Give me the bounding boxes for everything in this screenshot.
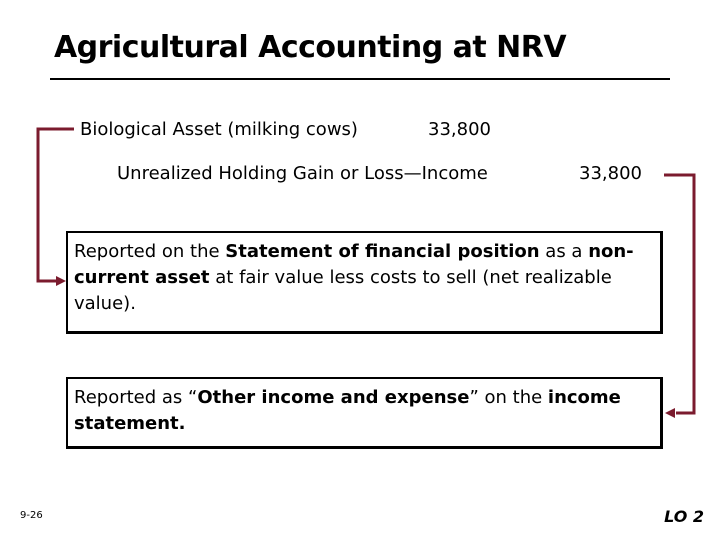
page-number: 9-26 (20, 510, 43, 521)
debit-amount: 33,800 (428, 119, 491, 140)
debit-account: Biological Asset (milking cows) (80, 119, 358, 140)
slide-title: Agricultural Accounting at NRV (53, 30, 567, 65)
box1-text-1: Reported on the (74, 241, 226, 262)
credit-account: Unrealized Holding Gain or Loss—Income (117, 163, 488, 184)
credit-amount: 33,800 (579, 163, 642, 184)
box2-text-2: ” on the (469, 387, 548, 408)
box1-bold-2: non-current asset (74, 241, 634, 288)
box2-text-1: Reported as “ (74, 387, 198, 408)
box2-bold-2: income statement. (74, 387, 621, 434)
box1-text-2: as a (539, 241, 589, 262)
box1-bold-1: Statement of financial position (225, 241, 540, 262)
learning-objective: LO 2 (664, 507, 704, 526)
left-bracket-arrow (38, 129, 74, 286)
box1-text-3: at fair value less costs to sell (net realizable value). (74, 267, 612, 314)
right-bracket-arrow (664, 175, 694, 418)
box2-bold-1: Other income and expense (197, 387, 470, 408)
